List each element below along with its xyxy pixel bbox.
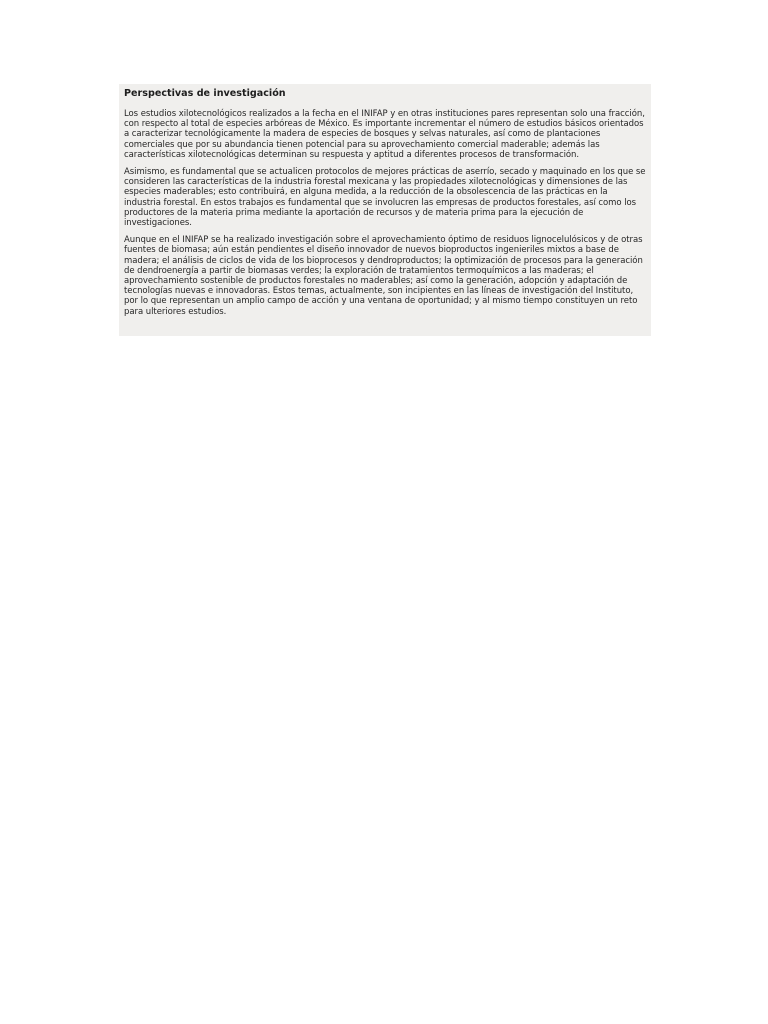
section-title: Perspectivas de investigación bbox=[124, 88, 286, 99]
paragraph-1: Los estudios xilotecnológicos realizados a la fecha en el INIFAP y en otras instituciones pares representan solo una fracción, con respecto al total de especies arbóreas de México. Es importante incrementar el número de estudios básicos orientados a caracterizar tecnológicamente la madera de especies de bosques y selvas naturales, así como de plantaciones comerciales que por su abundancia tienen potencial para su aprovechamiento comercial maderable; además las características xilotecnológicas determinan su respuesta y aptitud a diferentes procesos de transformación. bbox=[124, 109, 645, 160]
paragraph-3: Aunque en el INIFAP se ha realizado investigación sobre el aprovechamiento óptimo de residuos lignocelulósicos y de otras fuentes de biomasa; aún están pendientes el diseño innovador de nuevos bioproductos ingenieriles mixtos a base de madera; el análisis de ciclos de vida de los bioprocesos y dendroproductos; la optimización de procesos para la generación de dendroenergía a partir de biomasas verdes; la exploración de tratamientos termoquímicos a las maderas; el aprovechamiento sostenible de productos forestales no maderables; así como la generación, adopción y adaptación de tecnologías nuevas e innovadoras. Estos temas, actualmente, son incipientes en las líneas de investigación del Instituto, por lo que representan un amplio campo de acción y una ventana de oportunidad; y al mismo tiempo constituyen un reto para ulteriores estudios. bbox=[124, 235, 643, 317]
paragraph-2: Asimismo, es fundamental que se actualicen protocolos de mejores prácticas de aserrío, secado y maquinado en los que se consideren las características de la industria forestal mexicana y las propiedades xilotecnológicas y dimensiones de las especies maderables; esto contribuirá, en alguna medida, a la reducción de la obsolescencia de las prácticas en la industria forestal. En estos trabajos es fundamental que se involucren las empresas de productos forestales, así como los productores de la materia prima mediante la aportación de recursos y de materia prima para la ejecución de investigaciones. bbox=[124, 167, 646, 229]
document-text-block bbox=[119, 84, 651, 336]
